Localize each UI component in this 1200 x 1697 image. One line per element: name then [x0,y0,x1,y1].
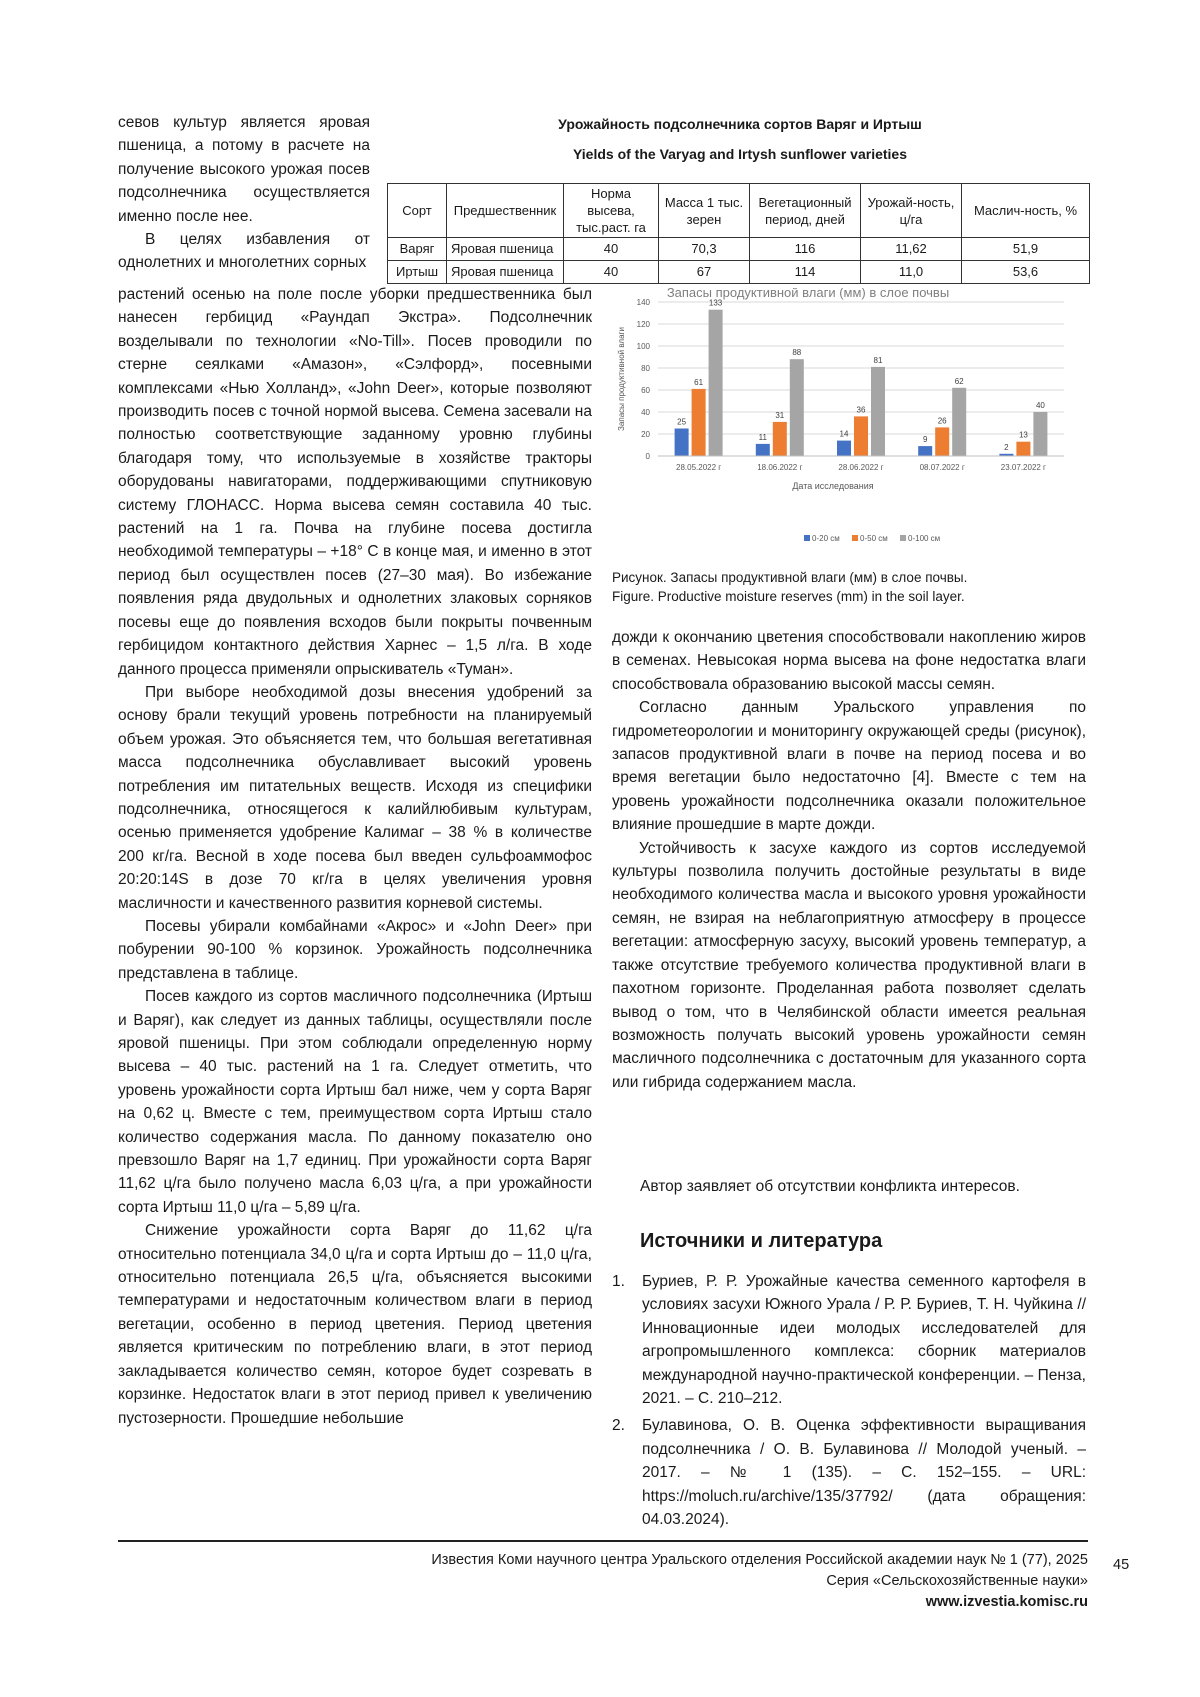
data-label: 11 [758,432,767,442]
legend-swatch [900,535,906,541]
data-label: 13 [1018,430,1028,440]
table-row [388,238,1090,261]
table-header-cell: Урожай-ность, ц/га [861,184,962,238]
y-tick-label: 140 [636,298,650,307]
table-cell: 40 [564,238,659,261]
data-label: 9 [922,435,928,445]
bar [854,416,868,456]
paragraph: Согласно данным Уральского управления по гидрометеорологии и мониторингу окружающей среды (рисунок), запасов продуктивной влаги в почве на период посева и во время вегетации было недостаточно [4]. Вместе с тем на уровень урожайности подсолнечника оказали положительное влияние прошедшие в марте дожди. [612,699,1086,834]
table-cell: 51,9 [962,238,1090,261]
bar [692,389,706,456]
y-tick-label: 0 [645,452,650,461]
figure-caption-ru: Рисунок. Запасы продуктивной влаги (мм) в слое почвы. [612,570,968,585]
bar [773,422,787,456]
y-tick-label: 120 [636,320,650,329]
footer-series: Серия «Сельскохозяйственные науки» [826,1573,1088,1589]
x-tick-label: 28.05.2022 г [676,463,722,472]
footer-site-link[interactable]: www.izvestia.komisc.ru [925,1594,1088,1610]
yield-table [387,183,1090,284]
bar [756,444,770,456]
moisture-chart [608,288,1088,558]
y-tick-label: 20 [641,430,650,439]
paragraph: дожди к окончанию цветения способствовали накоплению жиров в семенах. Невысокая норма высева на фоне недостатка влаги способствовала образованию высокой массы семян. [612,629,1086,693]
data-label: 2 [1004,442,1009,452]
data-label: 88 [792,348,802,358]
page-number: 45 [1113,1557,1130,1573]
table-cell: 11,0 [861,261,962,284]
figure-caption-en: Figure. Productive moisture reserves (mm) in the soil layer. [612,589,965,604]
paragraph: В целях избавления от однолетних и многолетних сорных [118,231,370,272]
legend-swatch [852,535,858,541]
legend-label: 0-20 см [812,534,840,543]
y-tick-label: 80 [641,364,650,373]
y-tick-label: 60 [641,386,650,395]
data-label: 26 [937,416,947,426]
right-column [612,626,1086,1094]
table-header-cell: Вегетационный период, дней [750,184,861,238]
table-header-cell: Сорт [388,184,447,238]
table-cell: Варяг [388,238,447,261]
x-tick-label: 28.06.2022 г [838,463,884,472]
reference-text: Булавинова, О. В. Оценка эффективности выращивания подсолнечника / О. В. Булавинова // Молодой ученый. – 2017. – № 1 (135). – С. 152–155. – URL: https://moluch.ru/archive/135/37792/ (дата обращения: 04.03.2024). [642,1417,1086,1529]
table-header-cell: Предшественник [447,184,564,238]
reference-number: 2. [612,1417,625,1435]
y-axis-label: Запасы продуктивной влаги [617,327,626,431]
legend-label: 0-100 см [908,534,941,543]
bar [837,441,851,456]
bar [709,310,723,456]
x-tick-label: 08.07.2022 г [919,463,965,472]
reference-item [612,1270,1086,1410]
bar [952,388,966,456]
data-label: 25 [677,417,687,427]
bar [935,427,949,456]
data-label: 133 [708,298,723,308]
bar [1033,412,1047,456]
bar [1016,442,1030,456]
table-header-row [388,184,1090,238]
table-caption [390,113,1090,173]
legend-label: 0-50 см [860,534,888,543]
reference-item [612,1414,1086,1531]
data-label: 14 [839,429,849,439]
table-row [388,261,1090,284]
paragraph: растений осенью на поле после уборки предшественника был нанесен гербицид «Раундап Экстра». Подсолнечник возделывали по технологии «No-Till». Посев проводили по стерне сеялками «Амазон», «Сэлфорд», посевными комплексами «Нью Холланд», «John Deer», которые позволяют производить посев с точной нормой высева. Семена засевали на полностью соответствующие заданному уровню глубины благодаря тому, что используемые в хозяйстве тракторы оборудованы навигаторами, поддерживающими спутниковую систему ГЛОНАСС. Норма высева семян составила 40 тыс. растений на 1 га. Почва на глубине посева достигла необходимой температуры – +18° С в конце мая, и именно в этот период был осуществлен посев (27–30 мая). Во избежание появления ряда двудольных и однолетних злаковых сорняков посевы еще до появления всходов были покрыты почвенным гербицидом контактного действия Харнес – 1,5 л/га. В ходе данного процесса применяли опрыскиватель «Туман». [118,286,592,678]
bar [918,446,932,456]
table-cell: 70,3 [659,238,750,261]
paragraph: Посевы убирали комбайнами «Акрос» и «John Deer» при побурении 90-100 % корзинок. Урожайность подсолнечника представлена в таблице. [118,917,592,982]
left-column-main [118,283,592,1430]
table-cell: 11,62 [861,238,962,261]
footer-journal: Известия Коми научного центра Уральского отделения Российской академии наук № 1 (77), 2025 [431,1552,1088,1568]
y-tick-label: 100 [636,342,650,351]
table-cell: 116 [750,238,861,261]
table-cell: Яровая пшеница [447,238,564,261]
table-header-cell: Маслич-ность, % [962,184,1090,238]
data-label: 62 [954,376,964,386]
paragraph: севов культур является яровая пшеница, а потому в расчете на получение высокого урожая посев подсолнечника осуществляется именно после нее. [118,114,370,225]
x-axis-label: Дата исследования [792,481,874,491]
reference-number: 1. [612,1273,625,1290]
x-tick-label: 23.07.2022 г [1000,463,1046,472]
paragraph: Снижение урожайности сорта Варяг до 11,62 ц/га относительно потенциала 34,0 ц/га и сорта Иртыш до – 11,0 ц/га, относительно потенциала 26,5 ц/га, объясняется высокими температурами и недостаточным количеством влаги в период вегетации, особенно в период цветения. Период цветения является критическим по потреблению влаги, в этот период закладывается количество семян, которое будет созревать в корзинке. Недостаток влаги в этот период привел к увеличению пустозерности. Прошедшие небольшие [118,1222,592,1427]
conflict-statement: Автор заявляет об отсутствии конфликта интересов. [640,1178,1020,1195]
reference-list [612,1270,1086,1535]
paragraph: Устойчивость к засухе каждого из сортов исследуемой культуры позволила получить достойные результаты в виде необходимого количества масла и высокого уровня урожайности семян, не взирая на неблагоприятную атмосферу в процессе вегетации: атмосферную засуху, высокий уровень температур, а также отсутствие требуемого количества продуктивной влаги в пахотном горизонте. Проделанная работа позволяет сделать вывод о том, что в Челябинской области имеется реальная возможность получать высокий уровень урожайности семян масличного подсолнечника с достаточным для указанного сорта или гибрида содержанием масла. [612,839,1086,1091]
data-label: 81 [873,355,883,365]
table-cell: 67 [659,261,750,284]
table-cell: Иртыш [388,261,447,284]
footer-divider [118,1540,1088,1542]
table-header-cell: Норма высева, тыс.раст. га [564,184,659,238]
x-tick-label: 18.06.2022 г [757,463,803,472]
data-label: 36 [856,405,866,415]
left-column-top [118,111,370,275]
table-header-cell: Масса 1 тыс. зерен [659,184,750,238]
reference-text: Буриев, Р. Р. Урожайные качества семенного картофеля в условиях засухи Южного Урала / Р. Р. Буриев, Т. Н. Чуйкина // Инновационные идеи молодых исследователей для агропромышленного комплекса: сборник материалов международной научно-практической конференции. – Пенза, 2021. – С. 210–212. [642,1273,1086,1408]
table-cell: 53,6 [962,261,1090,284]
table-cell: 114 [750,261,861,284]
legend-swatch [804,535,810,541]
data-label: 31 [775,410,785,420]
y-tick-label: 40 [641,408,650,417]
chart-svg [608,288,1088,558]
paragraph: При выборе необходимой дозы внесения удобрений за основу брали текущий уровень потребности на планируемый объем урожая. Это объясняется тем, что большая вегетативная масса подсолнечника обуславливает высокий уровень потребления им питательных веществ. Исходя из специфики подсолнечника, относящегося к калийлюбивым культурам, осенью применяется удобрение Калимаг – 38 % в количестве 200 кг/га. Весной в ходе посева был введен сульфоаммофос 20:20:14S в дозе 70 кг/га в целях увеличения уровня масличности и качественного развития корневой системы. [118,683,592,912]
data-label: 61 [694,377,704,387]
figure-caption [612,568,1092,606]
chart-title: Запасы продуктивной влаги (мм) в слое почвы [666,288,950,300]
data-label: 40 [1035,401,1045,410]
table-cell: Яровая пшеница [447,261,564,284]
paragraph: Посев каждого из сортов масличного подсолнечника (Иртыш и Варяг), как следует из данных таблицы, осуществляли после яровой пшеницы. При этом соблюдали определенную норму высева – 40 тыс. растений на 1 га. Следует отметить, что уровень урожайности сорта Иртыш бал ниже, чем у сорта Варяг на 0,62 ц. Вместе с тем, преимуществом сорта Иртыш стало количество содержания масла. По данному показателю оно превзошло Варяг на 1,7 единиц. При урожайности сорта Варяг 11,62 ц/га было получено масла 6,03 ц/га, а при урожайности сорта Иртыш 11,0 ц/га – 5,89 ц/га. [118,988,592,1216]
bar [871,367,885,456]
references-heading: Источники и литература [640,1230,883,1252]
bar [675,429,689,457]
bar [790,359,804,456]
table-caption-ru: Урожайность подсолнечника сортов Варяг и Иртыш [558,116,922,132]
table-caption-en: Yields of the Varyag and Irtysh sunflower varieties [572,146,908,162]
table-cell: 40 [564,261,659,284]
footer [300,1550,1088,1613]
